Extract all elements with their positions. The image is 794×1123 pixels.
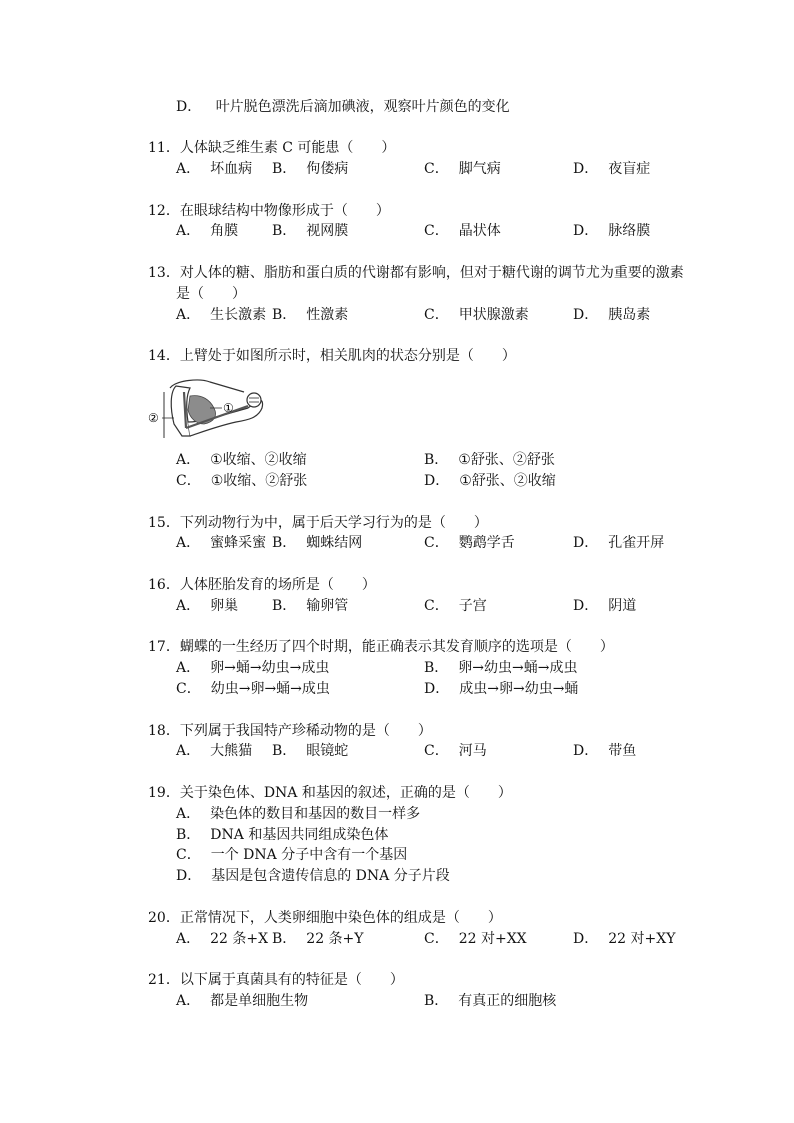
question-18-option-a: A． 大熊猫: [176, 743, 253, 759]
question-17-option-b: B． 卵→幼虫→蛹→成虫: [424, 660, 578, 676]
question-13-option-c: C． 甲状腺激素: [424, 307, 529, 323]
question-15-option-a: A． 蜜蜂采蜜: [176, 535, 267, 551]
question-18-option-c: C． 河马: [424, 743, 487, 759]
question-12-option-c: C． 晶状体: [424, 223, 501, 239]
question-21-option-a: A． 都是单细胞生物: [176, 993, 309, 1009]
question-13-stem-cont: 是（ ）: [176, 286, 246, 302]
question-19-option-d: D． 基因是包含遗传信息的 DNA 分子片段: [176, 868, 450, 884]
question-21-stem: 21．以下属于真菌具有的特征是（ ）: [148, 972, 404, 988]
question-16-stem: 16．人体胚胎发育的场所是（ ）: [148, 577, 376, 593]
question-18-stem: 18．下列属于我国特产珍稀动物的是（ ）: [148, 723, 432, 739]
question-14-option-b: B． ①舒张、②舒张: [424, 452, 555, 468]
question-19-option-b: B． DNA 和基因共同组成染色体: [176, 827, 389, 843]
question-17-option-a: A． 卵→蛹→幼虫→成虫: [176, 660, 330, 676]
question-20-option-c: C． 22 对+XX: [424, 931, 527, 947]
question-13-stem: 13．对人体的糖、脂肪和蛋白质的代谢都有影响，但对于糖代谢的调节尤为重要的激素: [148, 265, 684, 281]
question-15-option-c: C． 鹦鹉学舌: [424, 535, 515, 551]
question-13-option-d: D． 胰岛素: [573, 307, 651, 323]
question-13-option-a: A． 生长激素: [176, 307, 267, 323]
label-1: ①: [223, 401, 234, 415]
question-14-option-a: A． ①收缩、②收缩: [176, 452, 307, 468]
question-11-option-b: B． 佝偻病: [272, 161, 349, 177]
question-14-stem: 14．上臂处于如图所示时，相关肌肉的状态分别是（ ）: [148, 348, 516, 364]
lead-option: [176, 98, 510, 116]
question-11-option-d: D． 夜盲症: [573, 161, 651, 177]
question-14-option-c: C． ①收缩、②舒张: [176, 473, 308, 489]
question-18-option-b: B． 眼镜蛇: [272, 743, 349, 759]
question-15-option-b: B． 蜘蛛结网: [272, 535, 363, 551]
question-14-option-d: D． ①舒张、②收缩: [424, 473, 556, 489]
question-16-option-a: A． 卵巢: [176, 598, 239, 614]
question-12-option-d: D． 脉络膜: [573, 223, 651, 239]
question-19-option-a: A． 染色体的数目和基因的数目一样多: [176, 806, 421, 822]
question-20-stem: 20．正常情况下，人类卵细胞中染色体的组成是（ ）: [148, 910, 502, 926]
question-20-option-d: D． 22 对+XY: [573, 931, 676, 947]
option-label: D．: [176, 99, 202, 115]
question-13-option-b: B． 性激素: [272, 307, 349, 323]
question-15-option-d: D． 孔雀开屏: [573, 535, 665, 551]
question-17-option-d: D． 成虫→卵→幼虫→蛹: [424, 681, 579, 697]
question-16-option-b: B． 输卵管: [272, 598, 349, 614]
question-11-stem: 11．人体缺乏维生素 C 可能患（ ）: [148, 140, 396, 156]
label-2: ②: [148, 411, 159, 425]
question-19-stem: 19．关于染色体、DNA 和基因的叙述，正确的是（ ）: [148, 785, 512, 801]
question-12-option-a: A． 角膜: [176, 223, 239, 239]
question-12-stem: 12．在眼球结构中物像形成于（ ）: [148, 203, 390, 219]
arm-muscle-figure: [148, 378, 268, 440]
question-17-option-c: C． 幼虫→卵→蛹→成虫: [176, 681, 330, 697]
question-20-option-a: A． 22 条+X: [176, 931, 269, 947]
question-11-option-a: A． 坏血病: [176, 161, 253, 177]
arm-muscle-illustration: [148, 378, 268, 440]
question-16-option-c: C． 子宫: [424, 598, 487, 614]
question-18-option-d: D． 带鱼: [573, 743, 637, 759]
question-16-option-d: D． 阴道: [573, 598, 637, 614]
question-20-option-b: B． 22 条+Y: [272, 931, 364, 947]
question-15-stem: 15．下列动物行为中，属于后天学习行为的是（ ）: [148, 515, 488, 531]
question-21-option-b: B． 有真正的细胞核: [424, 993, 557, 1009]
question-11-option-c: C． 脚气病: [424, 161, 501, 177]
question-12-option-b: B． 视网膜: [272, 223, 349, 239]
question-17-stem: 17．蝴蝶的一生经历了四个时期，能正确表示其发育顺序的选项是（ ）: [148, 639, 614, 655]
option-text: 叶片脱色漂洗后滴加碘液，观察叶片颜色的变化: [215, 99, 510, 115]
question-19-option-c: C． 一个 DNA 分子中含有一个基因: [176, 847, 408, 863]
